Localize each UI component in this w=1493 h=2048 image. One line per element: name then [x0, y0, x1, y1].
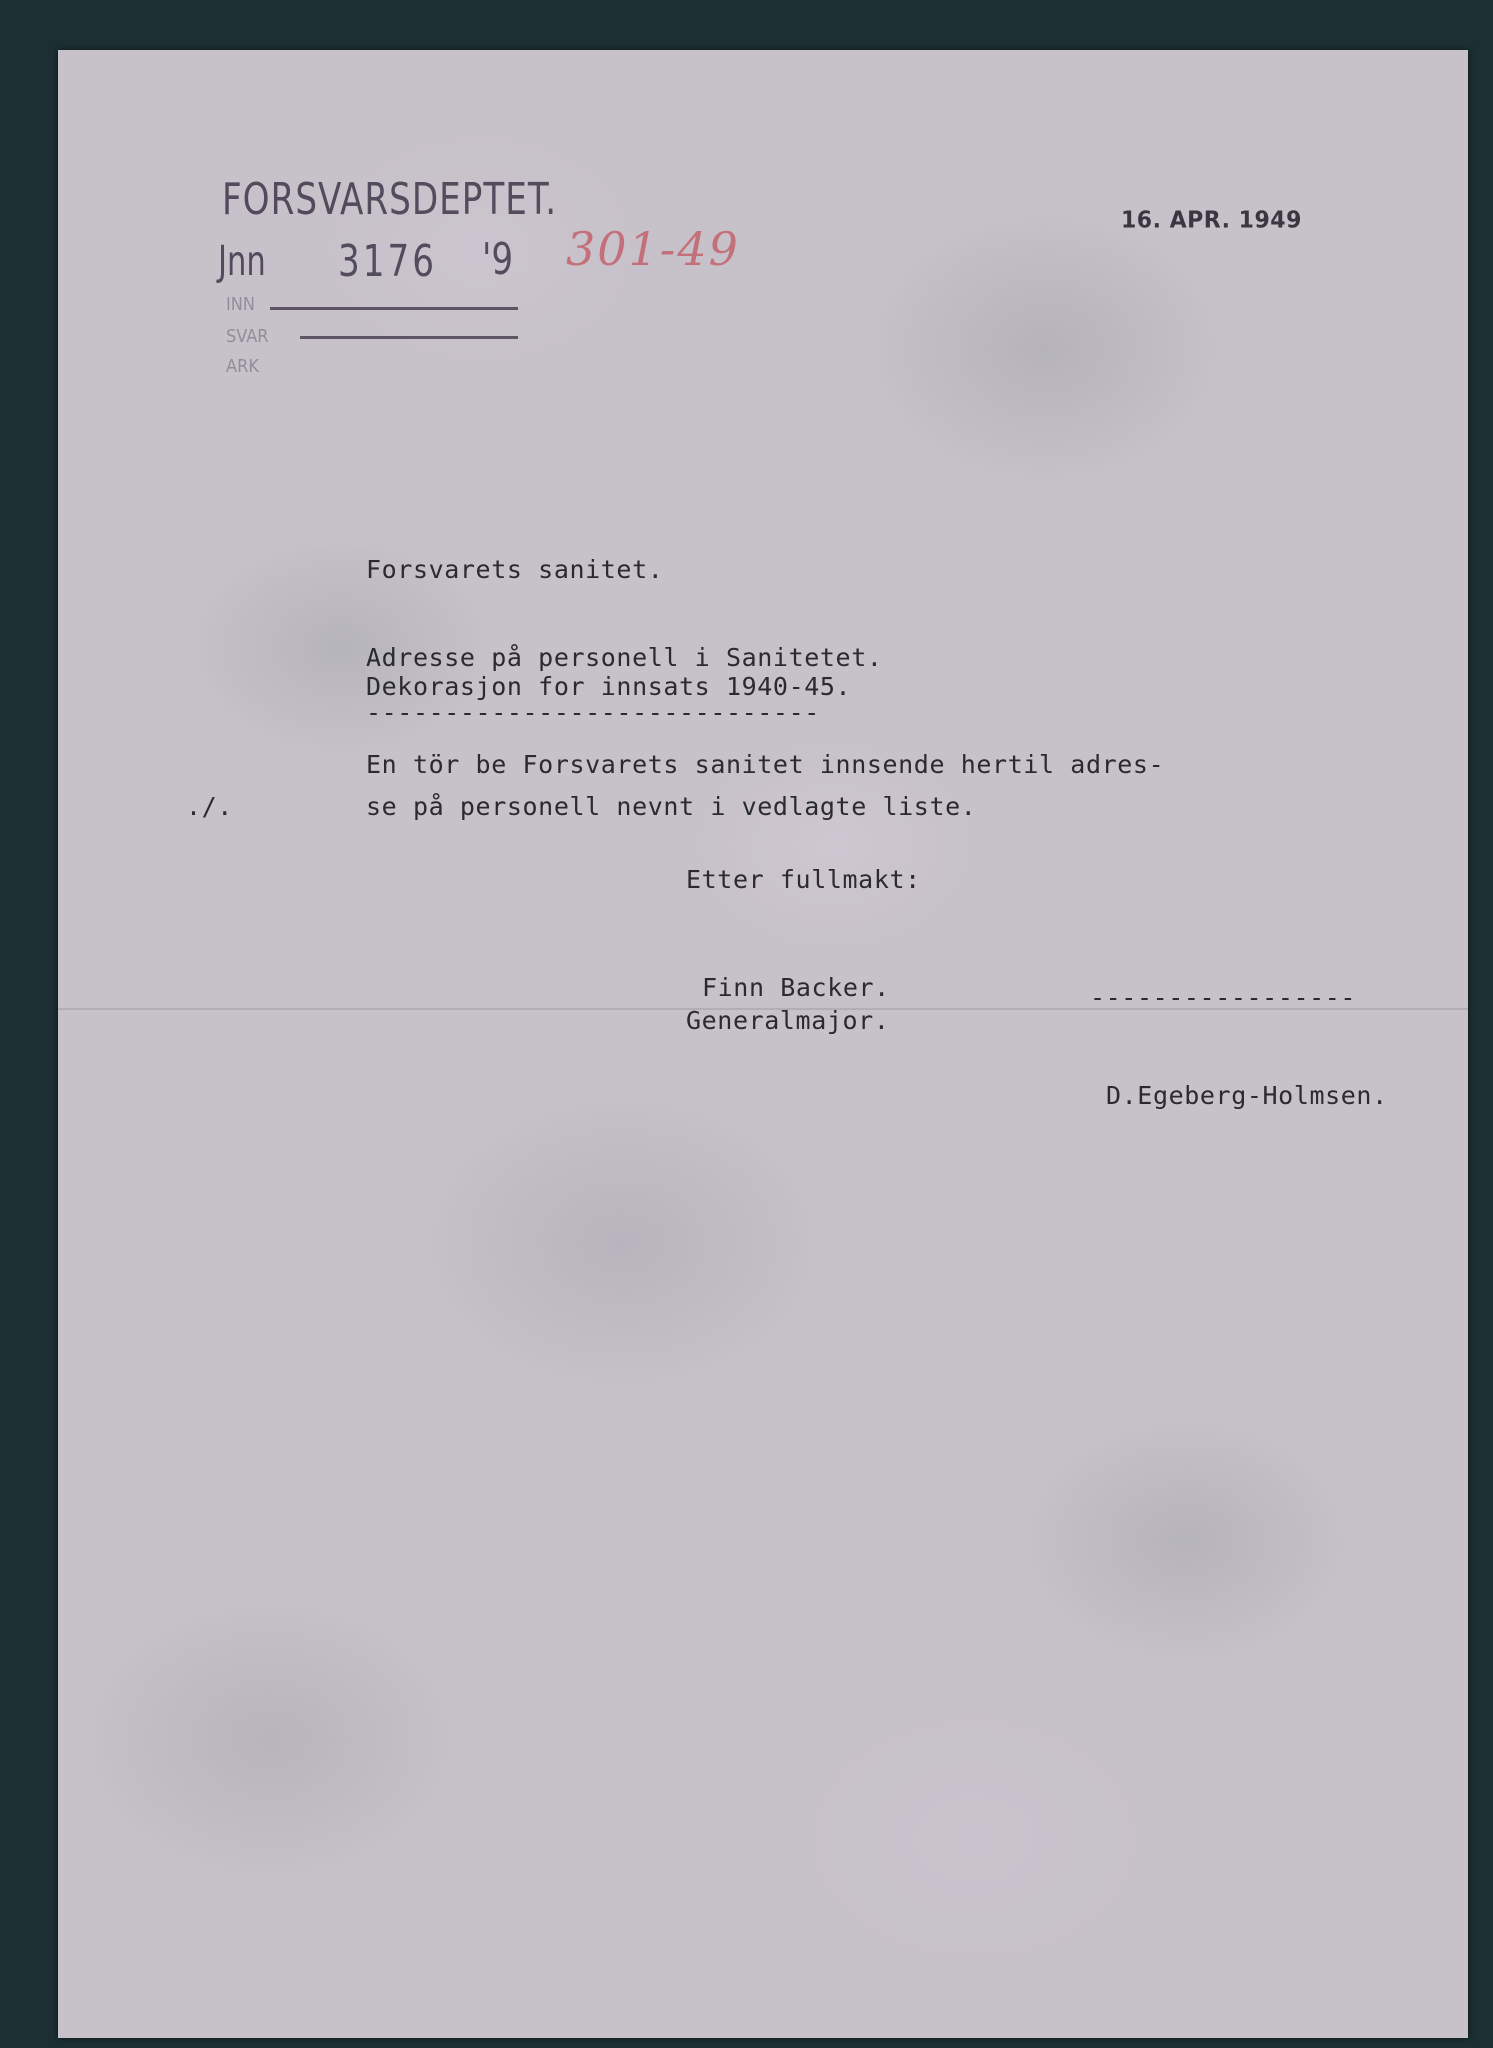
registry-stamp-line: [270, 307, 518, 310]
handwritten-reference: 301-49: [566, 222, 740, 276]
document-sheet: [58, 50, 1468, 2038]
body-line-1: En tör be Forsvarets sanitet innsende hertil adres-: [366, 750, 1165, 779]
received-date-stamp: 16. APR. 1949: [1121, 207, 1302, 234]
countersign-line: -----------------: [1090, 983, 1357, 1012]
registry-stamp-jnr-label: Jnn: [218, 238, 266, 286]
countersign-name: D.Egeberg-Holmsen.: [1106, 1081, 1388, 1110]
body-line-2: se på personell nevnt i vedlagte liste.: [366, 792, 977, 821]
closing-phrase: Etter fullmakt:: [686, 865, 921, 894]
subject-line-2: Dekorasjon for innsats 1940-45.: [366, 672, 852, 701]
registry-stamp-row-arkiv: ARK: [226, 356, 259, 377]
registry-stamp-number: 3176: [338, 235, 437, 287]
recipient-line: Forsvarets sanitet.: [366, 555, 664, 584]
registry-stamp-line: [300, 336, 518, 339]
signatory-title: Generalmajor.: [686, 1006, 890, 1035]
subject-underline: -----------------------------: [366, 698, 820, 727]
signatory-name: Finn Backer.: [702, 973, 890, 1002]
registry-stamp-office: FORSVARSDEPTET.: [222, 173, 558, 225]
subject-line-1: Adresse på personell i Sanitetet.: [366, 643, 883, 672]
registry-stamp-year: '9: [482, 233, 514, 285]
registry-stamp-row-svar: SVAR: [226, 326, 269, 347]
enclosure-mark: ./.: [186, 792, 233, 821]
registry-stamp-row-inn: INN: [226, 294, 255, 315]
